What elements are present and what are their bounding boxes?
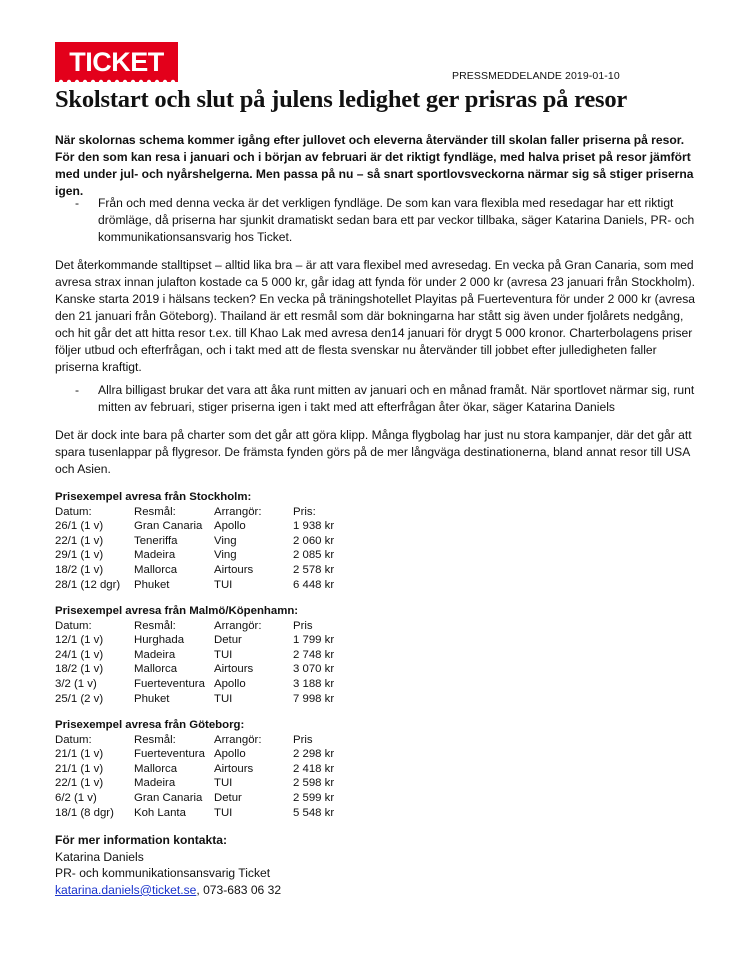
table-cell: TUI [214, 578, 233, 591]
table-cell: Ving [214, 534, 237, 547]
table-row [55, 648, 335, 663]
table-cell: 28/1 (12 dgr) [55, 578, 121, 591]
table-cell: Madeira [134, 648, 176, 661]
price-table-malmo [55, 604, 335, 706]
contact-block [55, 832, 281, 898]
table-row [55, 563, 335, 578]
table-cell: Phuket [134, 692, 170, 705]
logo-text: TICKET [69, 47, 164, 77]
table-cell: Fuerteventura [134, 677, 205, 690]
header-cell: Datum: [55, 505, 92, 518]
table-cell: 18/2 (1 v) [55, 563, 104, 576]
table-row [55, 806, 335, 821]
table-cell: 1 938 kr [293, 520, 335, 533]
table-row [55, 791, 335, 806]
table-cell: Airtours [214, 563, 254, 576]
table-cell: 2 598 kr [293, 777, 335, 790]
ticket-logo [55, 42, 178, 82]
table-cell: 1 799 kr [293, 634, 335, 647]
header-cell: Resmål: [134, 619, 176, 632]
table-cell: 2 060 kr [293, 534, 335, 547]
table-cell: Koh Lanta [134, 806, 186, 819]
table-cell: Apollo [214, 748, 246, 761]
table-row [55, 747, 335, 762]
table-cell: TUI [214, 692, 233, 705]
table-cell: 6/2 (1 v) [55, 791, 97, 804]
table-cell: 25/1 (2 v) [55, 692, 104, 705]
table-header-row [55, 733, 313, 748]
table-header-row [55, 505, 316, 520]
table-cell: Detur [214, 634, 242, 647]
table-row [55, 776, 335, 791]
table-cell: 2 298 kr [293, 748, 335, 761]
page-title: Skolstart och slut på julens ledighet ger prisras på resor [55, 86, 628, 113]
table-cell: Mallorca [134, 663, 178, 676]
table-row [55, 534, 335, 549]
table-cell: 21/1 (1 v) [55, 748, 104, 761]
table-header-row [55, 619, 313, 634]
ticket-logo-icon [55, 42, 178, 82]
table-cell: TUI [214, 777, 233, 790]
contact-title: För mer information kontakta: [55, 833, 228, 847]
header-cell: Resmål: [134, 733, 176, 746]
header-cell: Arrangör: [214, 505, 262, 518]
table-row [55, 519, 335, 534]
quote-text-1: Från och med denna vecka är det verkligen fyndläge. De som kan vara flexibla med resedagar har ett riktigt drömläge, då priserna har sjunkit dramatiskt sedan bara ett par veckor tillbaka, säger Katarina Daniels, PR- och kommunikationsansvarig hos Ticket. [98, 196, 695, 244]
table-cell: 21/1 (1 v) [55, 762, 104, 775]
lead-paragraph: När skolornas schema kommer igång efter jullovet och eleverna återvänder till skolan faller priserna på resor. För den som kan resa i januari och i början av februari är det riktigt fyndläge, med halva priset på resor jämfört med under jul- och nyårshelgerna. Men passa på nu – så snart sportlovsveckorna närmar sig så stiger priserna igen. [55, 133, 694, 198]
table-cell: 2 418 kr [293, 762, 335, 775]
table-cell: Mallorca [134, 563, 178, 576]
contact-line [55, 882, 281, 899]
table-cell: Madeira [134, 549, 176, 562]
table-cell: 2 085 kr [293, 549, 335, 562]
contact-phone: , 073-683 06 32 [196, 882, 282, 897]
header-cell: Datum: [55, 733, 92, 746]
contact-name: Katarina Daniels [55, 849, 144, 864]
table-cell: Gran Canaria [134, 520, 203, 533]
table-cell: 22/1 (1 v) [55, 534, 104, 547]
body-paragraph-2: Det återkommande stalltipset – alltid lika bra – är att vara flexibel med avresedag. En vecka på Gran Canaria, som med avresa strax innan julafton kostade ca 5 000 kr, går idag att fynda för under 2 000 kr (avresa 23 januari från Stockholm). Kanske starta 2019 i hälsans tecken? En vecka på träningshotellet Playitas på Fuerteventura för under 2 000 kr (avresa den 21 januari från Göteborg). Thailand är ett resmål som där bokningarna har stått sig även under fjolårets nedgång, och hit går det att hitta resor t.ex. till Khao Lak med avresa den14 januari för drygt 5 000 kronor. Charterbolagens priser följer utbud och efterfrågan, och i takt med att de flesta svenskar nu återvänder till jobbet efter julledigheten faller priserna kraftigt. [55, 258, 695, 374]
table-cell: Apollo [214, 520, 246, 533]
section-title: Prisexempel avresa från Stockholm: [55, 491, 252, 503]
table-cell: 12/1 (1 v) [55, 634, 104, 647]
header-cell: Pris [293, 619, 313, 632]
table-cell: 3 070 kr [293, 663, 335, 676]
table-cell: Madeira [134, 777, 176, 790]
section-title: Prisexempel avresa från Malmö/Köpenhamn: [55, 605, 299, 617]
table-row [55, 692, 335, 707]
section-title: Prisexempel avresa från Göteborg: [55, 719, 245, 731]
table-row [55, 633, 335, 648]
header-cell: Pris [293, 733, 313, 746]
table-cell: Ving [214, 549, 237, 562]
table-cell: Teneriffa [134, 534, 178, 547]
table-cell: Apollo [214, 677, 246, 690]
email-link[interactable]: katarina.daniels@ticket.se [55, 882, 197, 897]
table-cell: 6 448 kr [293, 578, 335, 591]
body-paragraph-3: Det är dock inte bara på charter som det går att göra klipp. Många flygbolag har just nu stora kampanjer, där det går att spara tusenlappar på flygresor. De främsta fynden görs på de mer långväga destinationerna, bland annat resor till USA och Asien. [55, 428, 692, 476]
contact-role: PR- och kommunikationsansvarig Ticket [55, 866, 271, 881]
table-row [55, 548, 335, 563]
table-row [55, 762, 335, 777]
quote-block-2 [75, 382, 695, 416]
table-cell: Airtours [214, 663, 254, 676]
header-cell: Pris: [293, 505, 316, 518]
table-cell: 18/2 (1 v) [55, 663, 104, 676]
table-cell: 26/1 (1 v) [55, 520, 104, 533]
table-cell: 2 599 kr [293, 791, 335, 804]
table-cell: 3 188 kr [293, 677, 335, 690]
table-row [55, 677, 335, 692]
table-cell: TUI [214, 806, 233, 819]
dash-marker: - [75, 196, 80, 210]
table-cell: 2 578 kr [293, 563, 335, 576]
dash-marker: - [75, 383, 80, 397]
price-table-goteborg [55, 718, 335, 820]
table-row [55, 662, 335, 677]
table-cell: 24/1 (1 v) [55, 648, 104, 661]
table-cell: Fuerteventura [134, 748, 205, 761]
table-cell: 5 548 kr [293, 806, 335, 819]
table-cell: 22/1 (1 v) [55, 777, 104, 790]
table-row [55, 578, 335, 593]
quote-block-1 [75, 195, 695, 246]
quote-text-2: Allra billigast brukar det vara att åka runt mitten av januari och en månad framåt. När sportlovet närmar sig, runt mitten av februari, stiger priserna igen i takt med att efterfrågan åter ökar, säger Katarina Daniels [98, 383, 695, 414]
header-cell: Datum: [55, 619, 92, 632]
table-cell: Mallorca [134, 762, 178, 775]
table-cell: 7 998 kr [293, 692, 335, 705]
table-cell: Airtours [214, 762, 254, 775]
table-cell: 3/2 (1 v) [55, 677, 97, 690]
header-cell: Arrangör: [214, 619, 262, 632]
table-cell: Detur [214, 791, 242, 804]
table-cell: 29/1 (1 v) [55, 549, 104, 562]
price-table-stockholm [55, 490, 335, 592]
table-cell: 2 748 kr [293, 648, 335, 661]
table-cell: TUI [214, 648, 233, 661]
table-cell: Hurghada [134, 634, 185, 647]
table-cell: Phuket [134, 578, 170, 591]
press-release-label: PRESSMEDDELANDE 2019-01-10 [452, 70, 620, 82]
header-cell: Arrangör: [214, 733, 262, 746]
table-cell: 18/1 (8 dgr) [55, 806, 114, 819]
header-cell: Resmål: [134, 505, 176, 518]
table-cell: Gran Canaria [134, 791, 203, 804]
